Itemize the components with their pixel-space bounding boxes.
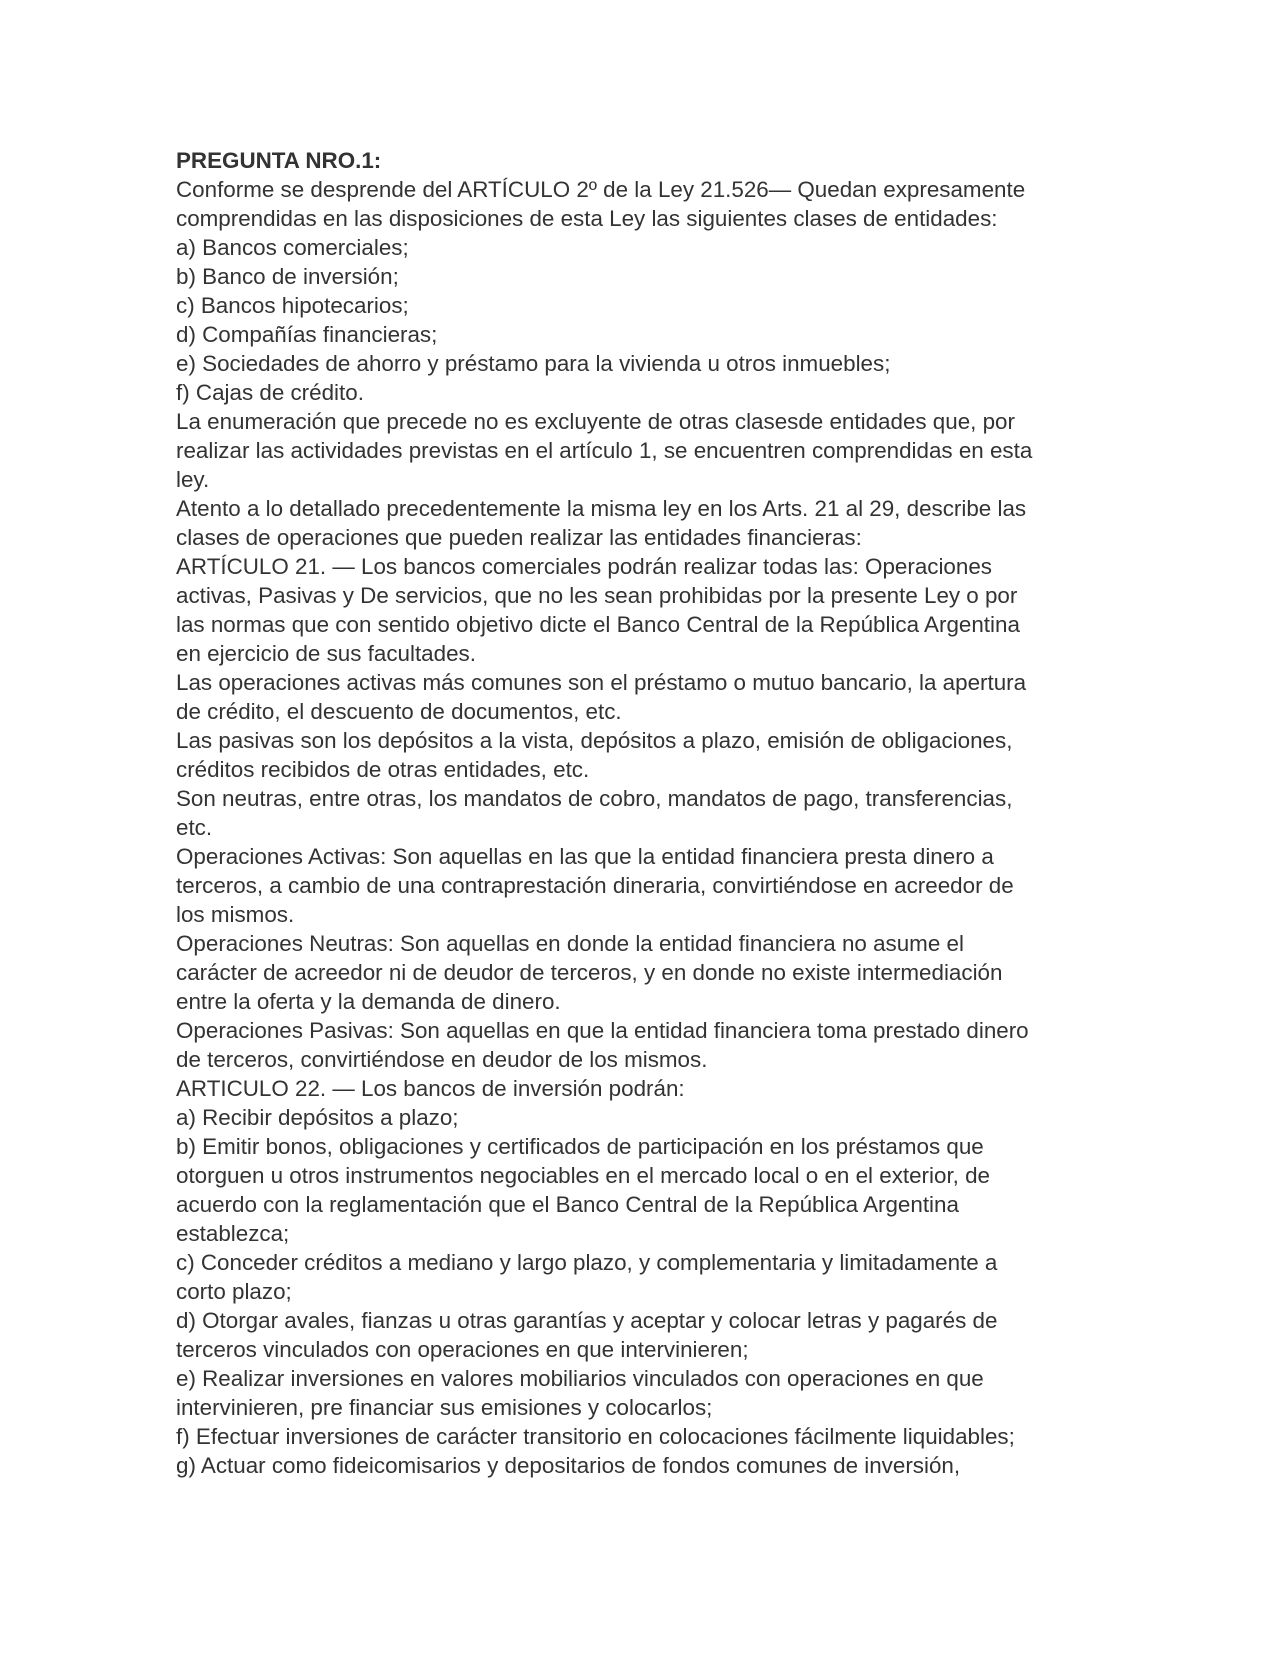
body-line: terceros vinculados con operaciones en que intervinieren; [176,1337,749,1362]
body-line: e) Realizar inversiones en valores mobiliarios vinculados con operaciones en que [176,1366,984,1391]
body-line: d) Otorgar avales, fianzas u otras garantías y aceptar y colocar letras y pagarés de [176,1308,998,1333]
body-line: a) Bancos comerciales; [176,235,409,260]
body-line: las normas que con sentido objetivo dicte el Banco Central de la República Argentina [176,612,1020,637]
body-line: Son neutras, entre otras, los mandatos de cobro, mandatos de pago, transferencias, [176,786,1013,811]
body-line: Operaciones Activas: Son aquellas en las que la entidad financiera presta dinero a [176,844,994,869]
body-line: a) Recibir depósitos a plazo; [176,1105,459,1130]
body-line: c) Conceder créditos a mediano y largo plazo, y complementaria y limitadamente a [176,1250,998,1275]
body-line: ARTICULO 22. — Los bancos de inversión podrán: [176,1076,685,1101]
body-line: créditos recibidos de otras entidades, etc. [176,757,590,782]
body-line: los mismos. [176,902,295,927]
body-line: f) Cajas de crédito. [176,380,364,405]
body-line: b) Emitir bonos, obligaciones y certificados de participación en los préstamos que [176,1134,984,1159]
document-page [176,146,1116,1480]
body-line: entre la oferta y la demanda de dinero. [176,989,561,1014]
question-heading: PREGUNTA NRO.1: [176,148,382,173]
body-line: etc. [176,815,213,840]
body-line: realizar las actividades previstas en el artículo 1, se encuentren comprendidas en esta [176,438,1033,463]
body-line: f) Efectuar inversiones de carácter transitorio en colocaciones fácilmente liquidables; [176,1424,1015,1449]
body-line: Atento a lo detallado precedentemente la misma ley en los Arts. 21 al 29, describe las [176,496,1027,521]
body-line: clases de operaciones que pueden realizar las entidades financieras: [176,525,862,550]
body-line: Conforme se desprende del ARTÍCULO 2º de la Ley 21.526— Quedan expresamente [176,177,1026,202]
body-line: Operaciones Pasivas: Son aquellas en que la entidad financiera toma prestado dinero [176,1018,1029,1043]
document-body [176,175,1116,1480]
body-line: g) Actuar como fideicomisarios y depositarios de fondos comunes de inversión, [176,1453,961,1478]
body-line: intervinieren, pre financiar sus emisiones y colocarlos; [176,1395,713,1420]
body-line: activas, Pasivas y De servicios, que no les sean prohibidas por la presente Ley o por [176,583,1018,608]
body-line: Operaciones Neutras: Son aquellas en donde la entidad financiera no asume el [176,931,964,956]
body-line: acuerdo con la reglamentación que el Banco Central de la República Argentina [176,1192,959,1217]
body-line: e) Sociedades de ahorro y préstamo para la vivienda u otros inmuebles; [176,351,891,376]
body-line: de terceros, convirtiéndose en deudor de los mismos. [176,1047,708,1072]
body-line: carácter de acreedor ni de deudor de terceros, y en donde no existe intermediación [176,960,1003,985]
body-line: Las operaciones activas más comunes son el préstamo o mutuo bancario, la apertura [176,670,1027,695]
body-line: comprendidas en las disposiciones de esta Ley las siguientes clases de entidades: [176,206,998,231]
body-line: ley. [176,467,210,492]
body-line: ARTÍCULO 21. — Los bancos comerciales podrán realizar todas las: Operaciones [176,554,992,579]
body-line: corto plazo; [176,1279,292,1304]
body-line: de crédito, el descuento de documentos, etc. [176,699,622,724]
body-line: b) Banco de inversión; [176,264,399,289]
body-line: otorguen u otros instrumentos negociables en el mercado local o en el exterior, de [176,1163,991,1188]
body-line: Las pasivas son los depósitos a la vista, depósitos a plazo, emisión de obligaciones, [176,728,1013,753]
body-line: en ejercicio de sus facultades. [176,641,476,666]
body-line: establezca; [176,1221,290,1246]
body-line: terceros, a cambio de una contraprestación dineraria, convirtiéndose en acreedor de [176,873,1014,898]
body-line: d) Compañías financieras; [176,322,438,347]
body-line: c) Bancos hipotecarios; [176,293,409,318]
body-line: La enumeración que precede no es excluyente de otras clasesde entidades que, por [176,409,1015,434]
